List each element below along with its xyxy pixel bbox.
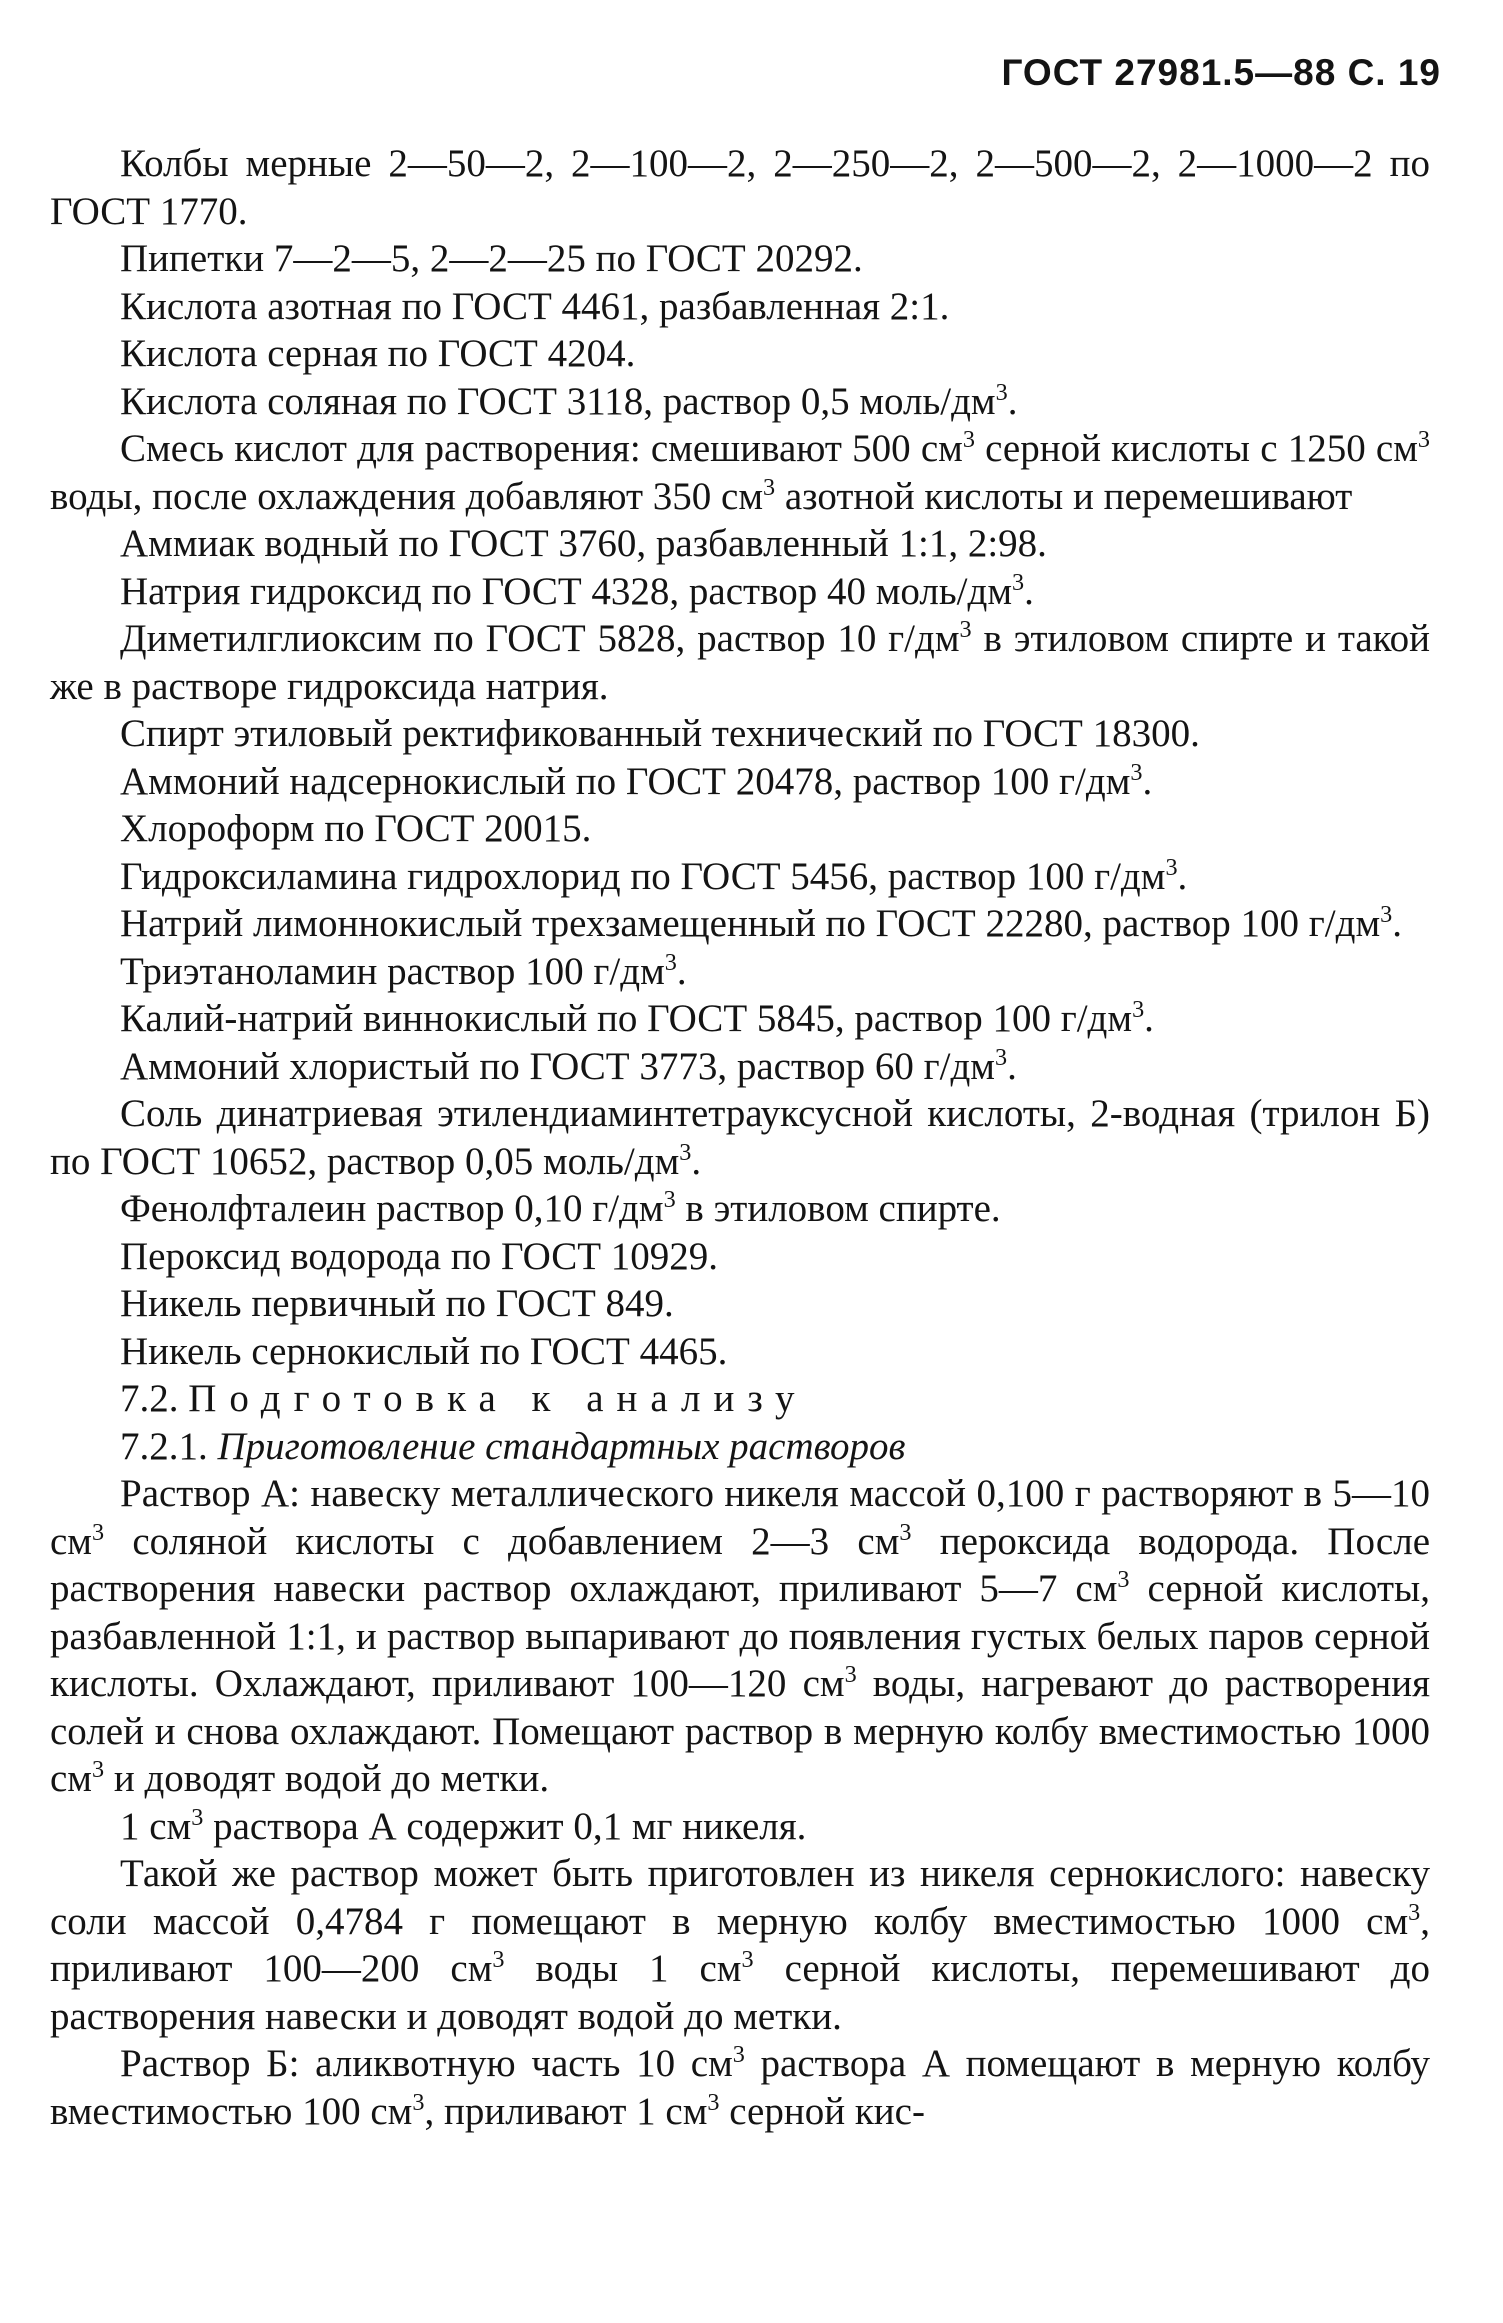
section-title: Приготовление стандартных растворов xyxy=(217,1424,906,1468)
paragraph-pipettes: Пипетки 7—2—5, 2—2—25 по ГОСТ 20292. xyxy=(120,237,863,280)
section-number: 7.2. xyxy=(120,1377,179,1420)
paragraph-hydroxylamine: Гидроксиламина гидрохлорид по ГОСТ 5456, раствор 100 $г/дм^3$. xyxy=(120,853,1188,898)
paragraph-sodium-citrate: Натрий лимоннокислый трехзамещенный по ГОСТ 22280, раствор 100 $г/дм^3$. xyxy=(120,901,1402,945)
page-header: ГОСТ 27981.5—88 С. 19 xyxy=(1001,52,1441,93)
paragraph-solution-a-content: 1 $см^3$ раствора А содержит 0,1 мг никеля. xyxy=(120,1803,807,1848)
paragraph-potassium-sodium-tartrate: Калий-натрий виннокислый по ГОСТ 5845, раствор 100 $г/дм^3$. xyxy=(120,996,1154,1040)
paragraph-phenolphthalein: Фенолфталеин раствор 0,10 $г/дм^3$ в этиловом спирте. xyxy=(120,1186,1001,1230)
paragraph-sodium-hydroxide: Натрия гидроксид по ГОСТ 4328, раствор 40 моль/$дм^3$. xyxy=(120,568,1034,613)
paragraph-ammonia: Аммиак водный по ГОСТ 3760, разбавленный 1:1, 2:98. xyxy=(120,522,1047,565)
paragraph-chloroform: Хлороформ по ГОСТ 20015. xyxy=(120,807,592,850)
section-title: Подготовка к анализу xyxy=(188,1377,808,1420)
paragraph-flasks: Колбы мерные 2—50—2, 2—100—2, 2—250—2, 2—500—2, 2—1000—2 по ГОСТ 1770. xyxy=(50,142,1430,233)
paragraph-acid-mixture: Смесь кислот для растворения: смешивают 500 $см^3$ серной кислоты с 1250 $см^3$ воды, после охлаждения добавляют 350 $см^3$ азотной кислоты и перемешивают xyxy=(50,426,1430,518)
paragraph-solution-b: Раствор Б: аликвотную часть 10 $см^3$ раствора А помещают в мерную колбу вместимостью 100 $см^3$, приливают 1 $см^3$ серной кис- xyxy=(50,2041,1431,2133)
paragraph-solution-a: Раствор А: навеску металлического никеля массой 0,100 г растворяют в 5—10 $см^3$ соляной кислоты с добавлением 2—3 $см^3$ пероксида водорода. После растворения навески раствор охлаждают, приливают 5—7 $см^3$ серной кислоты, разбавленной 1:1, и раствор выпаривают до появления густых белых паров серной кислоты. Охлаждают, приливают 100—120 $см^3$ воды, нагревают до растворения солей и снова охлаждают. Помещают раствор в мерную колбу вместимостью 1000 $см^3$ и доводят водой до метки. xyxy=(50,1472,1431,1800)
paragraph-ammonium-persulfate: Аммоний надсернокислый по ГОСТ 20478, раствор 100 $г/дм^3$. xyxy=(120,758,1153,803)
paragraph-ethanol: Спирт этиловый ректификованный технический по ГОСТ 18300. xyxy=(120,712,1200,755)
section-number: 7.2.1. xyxy=(120,1424,208,1468)
section-heading-7-2 xyxy=(50,1375,1430,1423)
page-body xyxy=(50,140,1430,2135)
paragraph-nitric-acid: Кислота азотная по ГОСТ 4461, разбавленная 2:1. xyxy=(120,284,950,328)
paragraph-primary-nickel: Никель первичный по ГОСТ 849. xyxy=(120,1282,674,1325)
paragraph-sulfuric-acid: Кислота серная по ГОСТ 4204. xyxy=(120,332,636,375)
paragraph-hydrogen-peroxide: Пероксид водорода по ГОСТ 10929. xyxy=(120,1234,719,1278)
paragraph-triethanolamine: Триэтаноламин раствор 100 $г/дм^3$. xyxy=(120,948,687,993)
paragraph-alternative-preparation: Такой же раствор может быть приготовлен из никеля сернокислого: навеску соли массой 0,4784 г помещают в мерную колбу вместимостью 1000 $см^3$, приливают 100—200 $см^3$ воды 1 $см^3$ серной кислоты, перемешивают до растворения навески и доводят водой до метки. xyxy=(50,1852,1431,2038)
paragraph-dimethylglyoxime: Диметилглиоксим по ГОСТ 5828, раствор 10 $г/дм^3$ в этиловом спирте и такой же в растворе гидроксида натрия. xyxy=(50,616,1430,708)
paragraph-ammonium-chloride: Аммоний хлористый по ГОСТ 3773, раствор 60 $г/дм^3$. xyxy=(120,1043,1017,1088)
paragraph-trilon-b: Соль динатриевая этилендиаминтетрауксусной кислоты, 2-водная (трилон Б) по ГОСТ 10652, раствор 0,05 моль/$дм^3$. xyxy=(50,1092,1430,1183)
paragraph-hydrochloric-acid: Кислота соляная по ГОСТ 3118, раствор 0,5 моль/$дм^3$. xyxy=(120,378,1018,423)
section-heading-7-2-1 xyxy=(50,1423,1430,1471)
paragraph-nickel-sulfate: Никель сернокислый по ГОСТ 4465. xyxy=(120,1329,728,1373)
